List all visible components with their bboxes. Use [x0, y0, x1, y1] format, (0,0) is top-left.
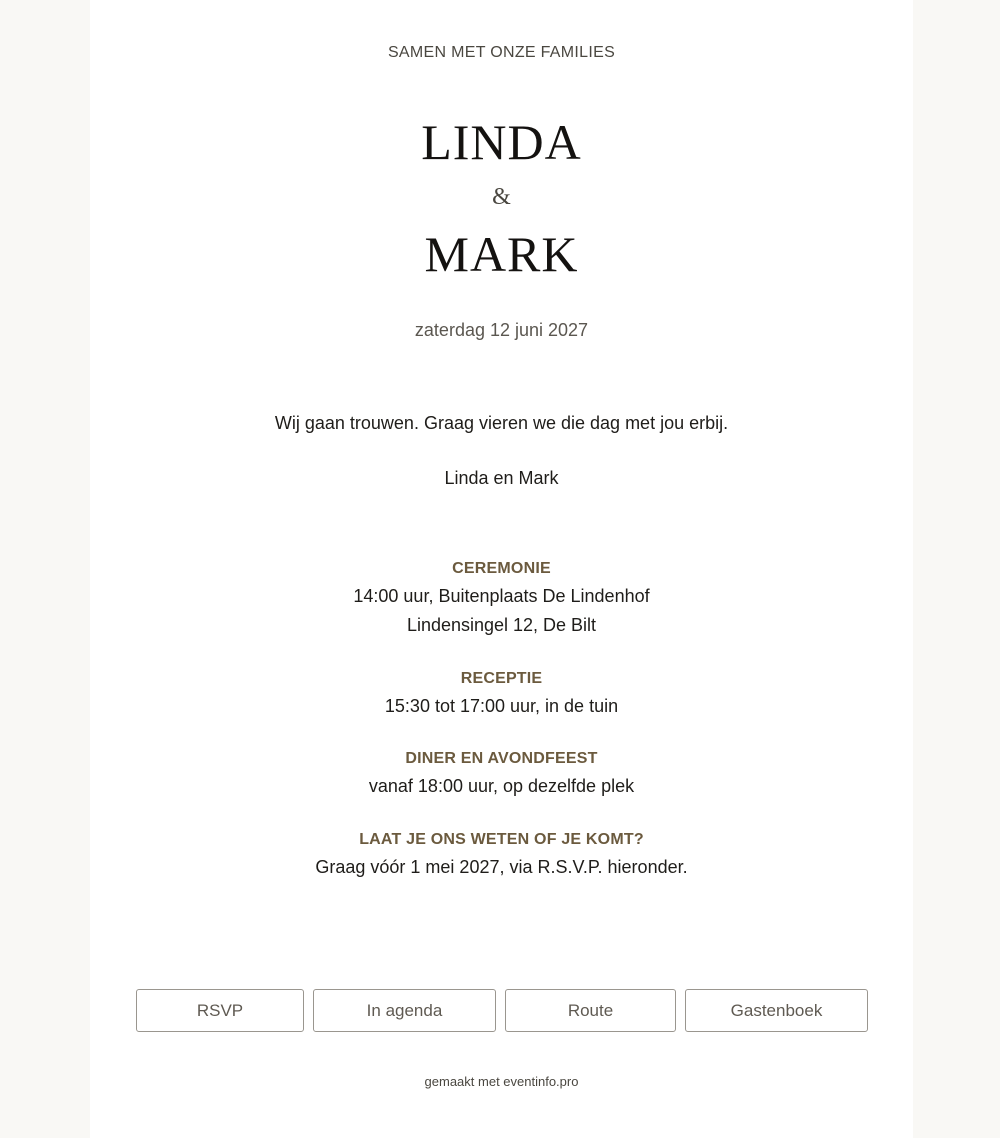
signature: Linda en Mark [444, 468, 559, 488]
rsvp-details: Graag vóór 1 mei 2027, via R.S.V.P. hieronder. [315, 857, 688, 877]
ceremony-address: Lindensingel 12, De Bilt [406, 615, 597, 635]
reception-heading: RECEPTIE [460, 670, 543, 687]
invitation-card [90, 0, 913, 1138]
rsvp-button[interactable]: RSVP [136, 989, 304, 1032]
groom-name: MARK [424, 226, 579, 282]
ampersand: & [492, 184, 511, 210]
invitation-message: Wij gaan trouwen. Graag vieren we die dag met jou erbij. [274, 413, 729, 433]
route-button[interactable]: Route [505, 989, 676, 1032]
intro-text: SAMEN MET ONZE FAMILIES [387, 44, 616, 61]
add-to-calendar-button[interactable]: In agenda [313, 989, 496, 1032]
rsvp-heading: LAAT JE ONS WETEN OF JE KOMT? [359, 831, 644, 848]
wedding-date: zaterdag 12 juni 2027 [414, 320, 589, 340]
bride-name: LINDA [421, 114, 582, 170]
ceremony-heading: CEREMONIE [452, 560, 551, 577]
ceremony-time-location: 14:00 uur, Buitenplaats De Lindenhof [353, 586, 650, 606]
dinner-details: vanaf 18:00 uur, op dezelfde plek [368, 776, 635, 796]
dinner-heading: DINER EN AVONDFEEST [405, 750, 598, 767]
guestbook-button[interactable]: Gastenboek [685, 989, 868, 1032]
footer-credit-link[interactable]: gemaakt met eventinfo.pro [424, 1074, 579, 1089]
reception-details: 15:30 tot 17:00 uur, in de tuin [384, 696, 619, 716]
